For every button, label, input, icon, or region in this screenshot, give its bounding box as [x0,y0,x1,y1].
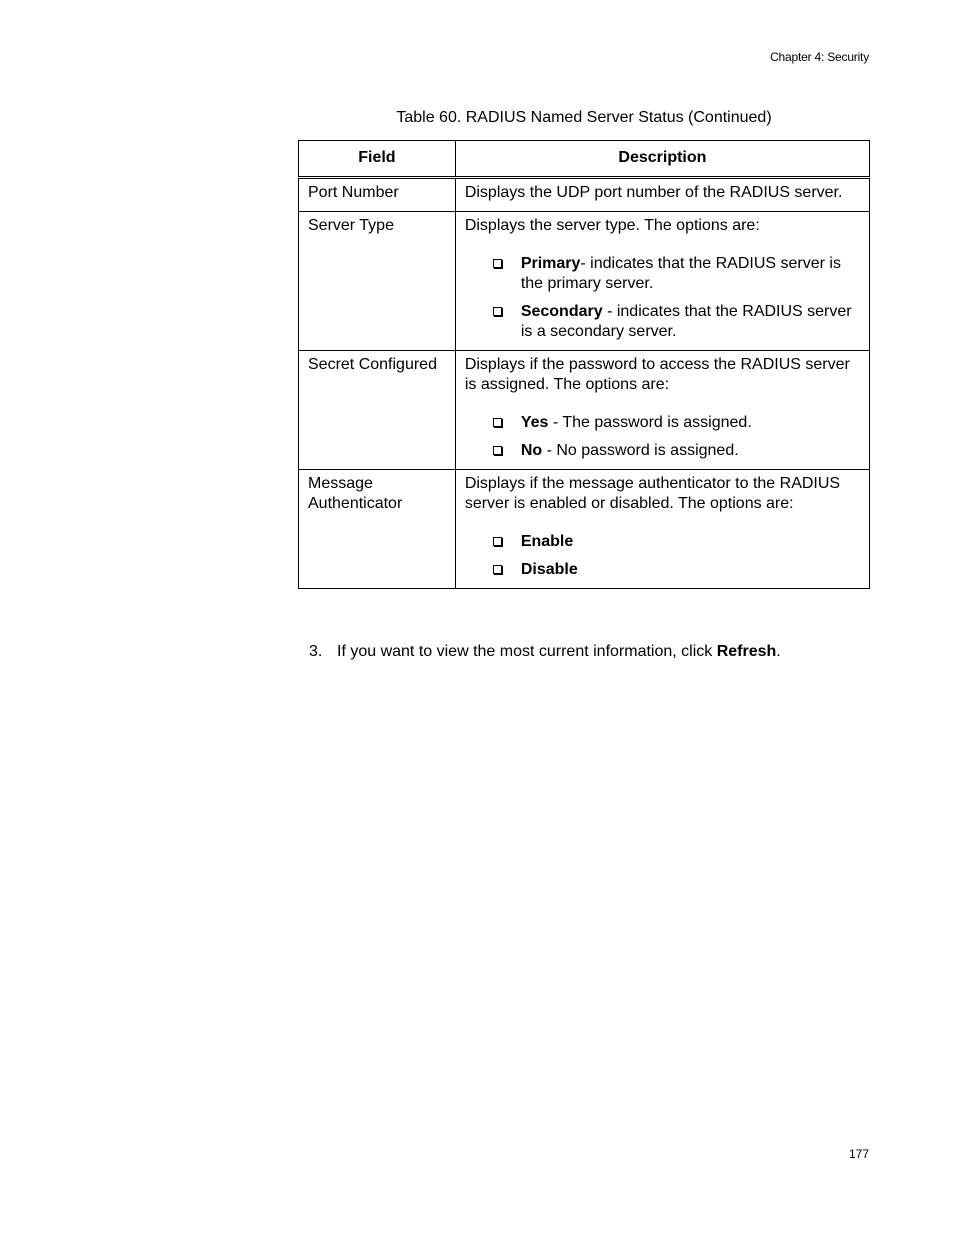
option-term: Enable [520,533,574,550]
table-row [299,178,870,212]
description-cell [455,178,869,212]
table-row [299,470,870,589]
list-item [493,254,861,294]
radius-status-table [298,140,870,589]
field-cell: Secret Configured [299,351,456,470]
description-cell [455,470,869,589]
option-text: - No password is assigned. [542,442,739,459]
chapter-header: Chapter 4: Security [770,50,869,64]
list-item [493,302,861,342]
table-caption: Table 60. RADIUS Named Server Status (Continued) [396,109,772,126]
step-text: If you want to view the most current information, click [337,643,717,660]
table-row [299,351,870,470]
checkbox-square-icon [493,259,502,268]
list-item [493,413,861,433]
options-list [465,532,861,580]
options-list [465,413,861,461]
option-term: Primary [520,255,581,272]
list-item [493,560,861,580]
checkbox-square-icon [493,565,502,574]
checkbox-square-icon [493,418,502,427]
table-row [299,212,870,351]
checkbox-square-icon [493,307,502,316]
description-text: Displays the server type. The options are: [464,217,760,234]
step-number: 3. [309,643,323,660]
option-term: Yes [520,414,549,431]
page-number: 177 [848,1147,869,1161]
description-text: Displays if the password to access the RADIUS server is assigned. The options are: [464,356,850,393]
description-cell [455,351,869,470]
option-text: - indicates that the RADIUS server is the primary server. [520,255,841,292]
checkbox-square-icon [493,446,502,455]
field-cell: Server Type [299,212,456,351]
field-cell: Message Authenticator [299,470,456,589]
step-end: . [776,643,781,660]
description-text: Displays the UDP port number of the RADIUS server. [464,184,843,201]
column-header-field: Field [299,141,456,178]
option-text: - The password is assigned. [548,414,752,431]
list-item [493,441,861,461]
description-text: Displays if the message authenticator to the RADIUS server is enabled or disabled. The options are: [464,475,841,512]
table-header-row [299,141,870,178]
option-term: Secondary [520,303,603,320]
option-term: No [520,442,543,459]
field-cell: Port Number [299,178,456,212]
option-text: - indicates that the RADIUS server is a secondary server. [520,303,852,340]
refresh-reference: Refresh [716,643,777,660]
options-list [465,254,861,342]
procedure-step [309,642,781,662]
list-item [493,532,861,552]
option-term: Disable [520,561,578,578]
description-cell [455,212,869,351]
checkbox-square-icon [493,537,502,546]
column-header-description: Description [455,141,869,178]
